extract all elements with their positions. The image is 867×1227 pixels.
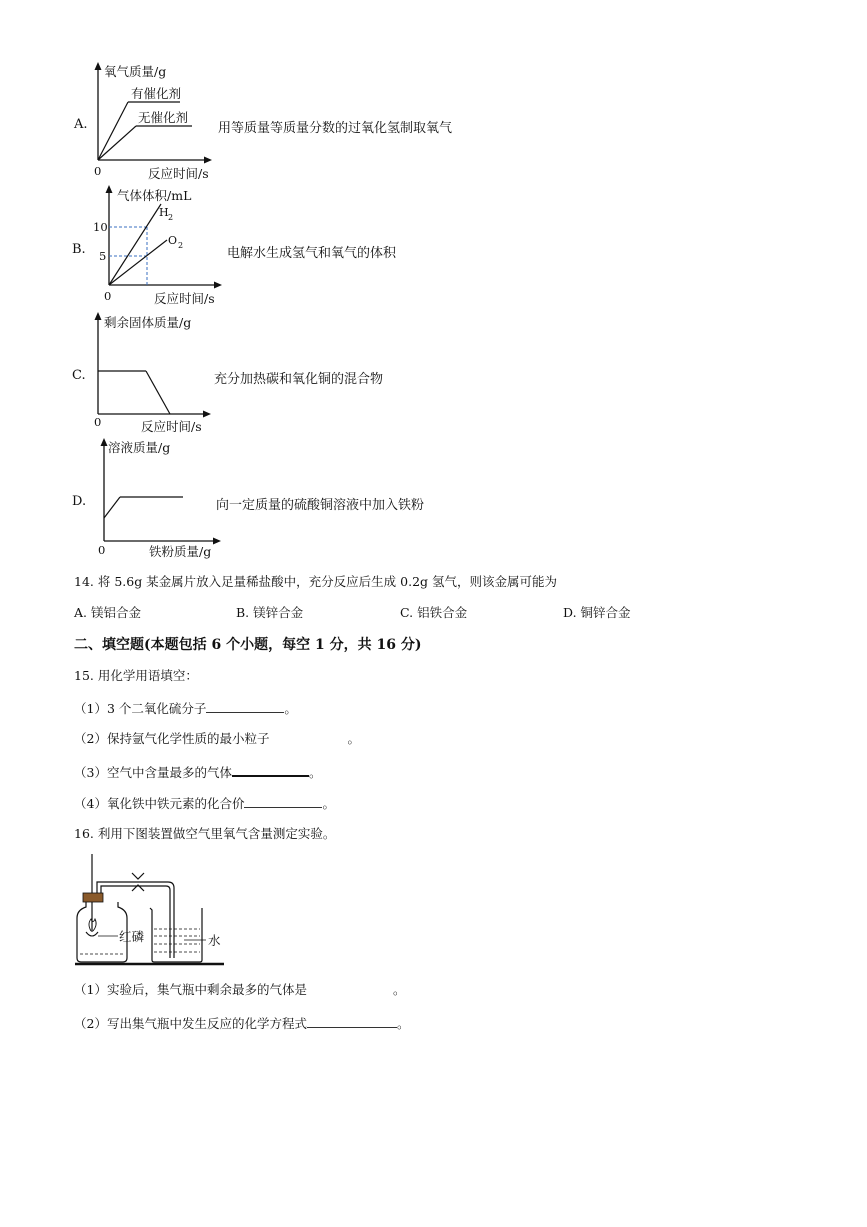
- option-c-xlabel: 反应时间/s: [141, 419, 202, 434]
- q16-item-1-blank[interactable]: [307, 980, 393, 994]
- option-d-letter: D.: [72, 494, 87, 509]
- q16-item-2-text: （2）写出集气瓶中发生反应的化学方程式: [74, 1016, 307, 1031]
- option-b-description: 电解水生成氢气和氧气的体积: [227, 246, 397, 261]
- q14-option-a: A. 镁铝合金: [74, 605, 141, 620]
- q15-item-2-end: 。: [347, 731, 360, 746]
- q16-item-1: [74, 980, 405, 998]
- q15-item-1-blank[interactable]: [206, 698, 284, 713]
- q15-item-3-blank[interactable]: [232, 761, 309, 777]
- option-d-ylabel: 溶液质量/g: [108, 440, 171, 455]
- option-a-graph: [88, 58, 218, 183]
- section-2-title: 二、填空题(本题包括 6 个小题，每空 1 分，共 16 分): [74, 637, 422, 653]
- option-a-xlabel: 反应时间/s: [148, 166, 209, 181]
- q15-item-2-blank[interactable]: [269, 729, 347, 743]
- q16-item-1-end: 。: [392, 982, 406, 997]
- option-b-ylabel: 气体体积/mL: [117, 188, 192, 203]
- option-a-origin: 0: [94, 164, 102, 178]
- q14-option-c: C. 铝铁合金: [400, 605, 468, 620]
- q15-item-4-blank[interactable]: [244, 793, 322, 808]
- q15-item-1: [74, 698, 297, 717]
- option-d-xlabel: 铁粉质量/g: [149, 544, 212, 559]
- option-a-label-no-catalyst: 无催化剂: [138, 110, 189, 125]
- q15-item-4-text: （4）氧化铁中铁元素的化合价: [74, 796, 245, 811]
- option-c-letter: C.: [72, 368, 86, 383]
- option-a-letter: A.: [74, 117, 88, 132]
- beaker-icon: [150, 908, 202, 962]
- q16-item-2-blank[interactable]: [307, 1013, 397, 1028]
- option-b-label-o-sub: 2: [178, 241, 184, 250]
- q14-option-d: D. 铜锌合金: [563, 605, 631, 620]
- option-b-tick-5: 5: [99, 249, 107, 263]
- q16-stem: 16. 利用下图装置做空气里氧气含量测定实验。: [74, 826, 336, 841]
- q15-item-2-text: （2）保持氩气化学性质的最小粒子: [74, 731, 270, 746]
- option-b-label-h: H: [159, 206, 169, 219]
- option-b-tick-10: 10: [93, 220, 108, 234]
- q15-item-1-end: 。: [284, 701, 297, 716]
- option-d-origin: 0: [98, 543, 106, 557]
- option-d-description: 向一定质量的硫酸铜溶液中加入铁粉: [216, 498, 425, 513]
- option-b-letter: B.: [72, 242, 86, 257]
- option-b-graph: [88, 183, 228, 308]
- q14-option-b: B. 镁锌合金: [236, 605, 304, 620]
- option-b-origin: 0: [104, 289, 112, 303]
- option-c-ylabel: 剩余固体质量/g: [104, 315, 192, 330]
- option-b-label-o: O: [168, 234, 178, 247]
- option-c-origin: 0: [94, 415, 102, 429]
- stopper-icon: [83, 893, 103, 902]
- q15-item-3-end: 。: [308, 765, 322, 780]
- q15-item-4: [74, 793, 335, 812]
- q15-item-3-text: （3）空气中含量最多的气体: [74, 765, 232, 780]
- option-c-graph: [88, 308, 228, 438]
- q15-item-1-text: （1）3 个二氧化硫分子: [74, 701, 207, 716]
- option-a-description: 用等质量等质量分数的过氧化氢制取氧气: [218, 121, 453, 136]
- q14-stem: 14. 将 5.6g 某金属片放入足量稀盐酸中，充分反应后生成 0.2g 氢气，则该金属可能为: [74, 574, 558, 589]
- option-d-graph: [88, 434, 228, 562]
- option-c-description: 充分加热碳和氧化铜的混合物: [214, 372, 384, 387]
- q16-item-1-text: （1）实验后，集气瓶中剩余最多的气体是: [74, 982, 307, 997]
- label-red-phosphorus: 红磷: [119, 929, 145, 944]
- apparatus-diagram: [72, 852, 242, 970]
- option-a-label-catalyst: 有催化剂: [131, 86, 182, 101]
- q15-stem: 15. 用化学用语填空：: [74, 668, 198, 683]
- option-b-xlabel: 反应时间/s: [154, 291, 215, 306]
- option-a-ylabel: 氧气质量/g: [104, 64, 167, 79]
- q15-item-4-end: 。: [322, 796, 335, 811]
- option-b-label-h-sub: 2: [168, 213, 174, 222]
- q16-item-2-end: 。: [396, 1016, 410, 1031]
- q15-item-2: [74, 729, 360, 747]
- q16-item-2: [74, 1013, 409, 1032]
- q15-item-3: [74, 761, 321, 781]
- label-water: 水: [208, 933, 221, 948]
